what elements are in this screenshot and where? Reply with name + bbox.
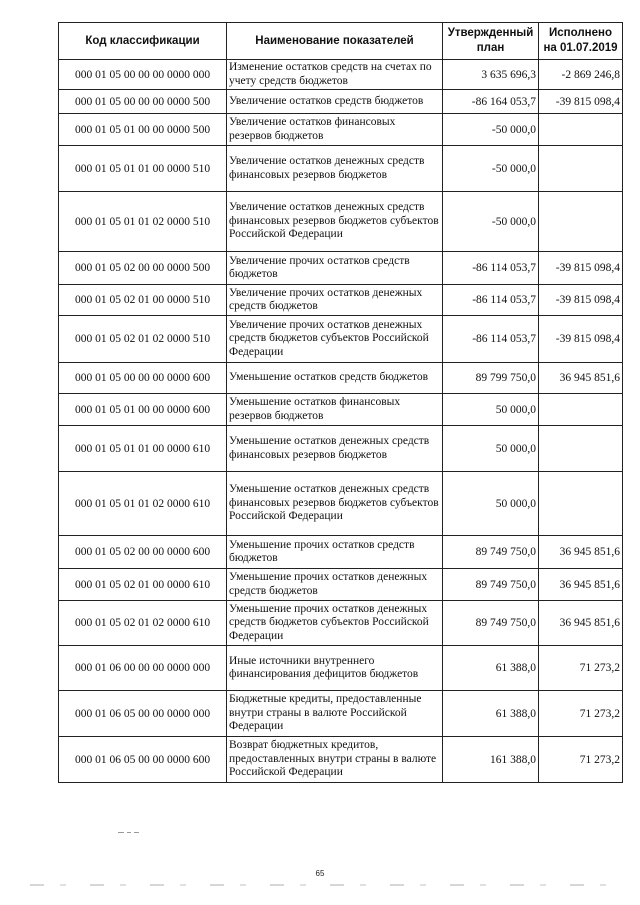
row-code-cell: 000 01 05 01 01 00 0000 510 <box>59 146 227 192</box>
row-code-cell: 000 01 06 00 00 00 0000 000 <box>59 646 227 691</box>
row-name-cell: Увеличение остатков денежных средств финансовых резервов бюджетов <box>227 146 443 192</box>
row-name-cell: Уменьшение прочих остатков денежных средств бюджетов субъектов Российской Федерации <box>227 601 443 646</box>
row-code-cell: 000 01 05 02 01 02 0000 510 <box>59 316 227 363</box>
row-executed-cell: 71 273,2 <box>539 646 623 691</box>
table-row <box>59 569 623 601</box>
header-plan <box>443 23 539 60</box>
header-executed <box>539 23 623 60</box>
table-row <box>59 536 623 569</box>
row-code-cell: 000 01 05 00 00 00 0000 600 <box>59 363 227 394</box>
row-plan-cell: 89 749 750,0 <box>443 569 539 601</box>
table-row <box>59 691 623 737</box>
row-plan-cell: 89 799 750,0 <box>443 363 539 394</box>
row-name-cell: Уменьшение остатков средств бюджетов <box>227 363 443 394</box>
row-plan-cell: -50 000,0 <box>443 192 539 252</box>
table-row <box>59 426 623 472</box>
row-executed-cell: 36 945 851,6 <box>539 601 623 646</box>
row-executed-cell: -39 815 098,4 <box>539 252 623 285</box>
scan-artifact <box>118 831 140 835</box>
table-header-row <box>59 23 623 60</box>
row-plan-cell: 50 000,0 <box>443 426 539 472</box>
row-name-cell: Уменьшение прочих остатков денежных средств бюджетов <box>227 569 443 601</box>
row-name-cell: Увеличение остатков средств бюджетов <box>227 90 443 114</box>
row-name-cell: Иные источники внутреннего финансирования дефицитов бюджетов <box>227 646 443 691</box>
row-executed-cell: 71 273,2 <box>539 737 623 783</box>
row-executed-cell: 36 945 851,6 <box>539 536 623 569</box>
table-row <box>59 646 623 691</box>
row-name-cell: Увеличение прочих остатков денежных средств бюджетов субъектов Российской Федерации <box>227 316 443 363</box>
row-name-cell: Уменьшение остатков денежных средств финансовых резервов бюджетов субъектов Российской Федерации <box>227 472 443 536</box>
budget-sources-table <box>58 22 623 783</box>
row-plan-cell: -86 114 053,7 <box>443 316 539 363</box>
row-name-cell: Увеличение прочих остатков денежных средств бюджетов <box>227 285 443 316</box>
table-row <box>59 737 623 783</box>
row-executed-cell <box>539 114 623 146</box>
table-row <box>59 316 623 363</box>
row-executed-cell <box>539 472 623 536</box>
row-name-cell: Увеличение прочих остатков средств бюджетов <box>227 252 443 285</box>
row-code-cell: 000 01 05 00 00 00 0000 500 <box>59 90 227 114</box>
scan-edge-artifact <box>30 884 620 886</box>
row-plan-cell: -50 000,0 <box>443 114 539 146</box>
row-code-cell: 000 01 05 02 00 00 0000 600 <box>59 536 227 569</box>
row-name-cell: Уменьшение остатков финансовых резервов бюджетов <box>227 394 443 426</box>
row-name-cell: Изменение остатков средств на счетах по учету средств бюджетов <box>227 60 443 90</box>
row-name-cell: Уменьшение прочих остатков средств бюджетов <box>227 536 443 569</box>
document-page <box>58 22 622 783</box>
table-row <box>59 90 623 114</box>
row-name-cell: Увеличение остатков финансовых резервов бюджетов <box>227 114 443 146</box>
row-plan-cell: 3 635 696,3 <box>443 60 539 90</box>
row-executed-cell: -2 869 246,8 <box>539 60 623 90</box>
row-plan-cell: 61 388,0 <box>443 691 539 737</box>
row-executed-cell <box>539 146 623 192</box>
row-name-cell: Увеличение остатков денежных средств финансовых резервов бюджетов субъектов Российской Федерации <box>227 192 443 252</box>
table-row <box>59 114 623 146</box>
header-plan-line2: план <box>476 42 505 54</box>
row-executed-cell: 36 945 851,6 <box>539 363 623 394</box>
table-row <box>59 192 623 252</box>
row-plan-cell: 50 000,0 <box>443 394 539 426</box>
row-executed-cell <box>539 426 623 472</box>
row-code-cell: 000 01 05 02 01 00 0000 510 <box>59 285 227 316</box>
table-row <box>59 285 623 316</box>
row-name-cell: Возврат бюджетных кредитов, предоставленных внутри страны в валюте Российской Федерации <box>227 737 443 783</box>
row-code-cell: 000 01 06 05 00 00 0000 600 <box>59 737 227 783</box>
row-code-cell: 000 01 05 01 01 02 0000 610 <box>59 472 227 536</box>
row-executed-cell: 71 273,2 <box>539 691 623 737</box>
row-plan-cell: 161 388,0 <box>443 737 539 783</box>
row-code-cell: 000 01 05 01 00 00 0000 600 <box>59 394 227 426</box>
table-row <box>59 394 623 426</box>
row-plan-cell: 89 749 750,0 <box>443 601 539 646</box>
table-row <box>59 472 623 536</box>
row-code-cell: 000 01 06 05 00 00 0000 000 <box>59 691 227 737</box>
row-code-cell: 000 01 05 01 01 02 0000 510 <box>59 192 227 252</box>
table-row <box>59 601 623 646</box>
header-name-label: Наименование показателей <box>255 34 414 47</box>
row-code-cell: 000 01 05 02 01 02 0000 610 <box>59 601 227 646</box>
row-code-cell: 000 01 05 00 00 00 0000 000 <box>59 60 227 90</box>
table-row <box>59 60 623 90</box>
row-name-cell: Бюджетные кредиты, предоставленные внутри страны в валюте Российской Федерации <box>227 691 443 737</box>
header-executed-line1: Исполнено <box>549 27 612 39</box>
row-plan-cell: -50 000,0 <box>443 146 539 192</box>
row-plan-cell: -86 114 053,7 <box>443 285 539 316</box>
header-plan-line1: Утвержденный <box>447 27 534 39</box>
row-code-cell: 000 01 05 02 01 00 0000 610 <box>59 569 227 601</box>
row-name-cell: Уменьшение остатков денежных средств финансовых резервов бюджетов <box>227 426 443 472</box>
row-executed-cell: -39 815 098,4 <box>539 285 623 316</box>
header-code <box>59 23 227 60</box>
row-executed-cell <box>539 192 623 252</box>
row-code-cell: 000 01 05 01 00 00 0000 500 <box>59 114 227 146</box>
row-plan-cell: -86 114 053,7 <box>443 252 539 285</box>
table-row <box>59 363 623 394</box>
header-executed-line2: на 01.07.2019 <box>543 42 618 54</box>
row-code-cell: 000 01 05 02 00 00 0000 500 <box>59 252 227 285</box>
row-executed-cell: -39 815 098,4 <box>539 90 623 114</box>
row-executed-cell: 36 945 851,6 <box>539 569 623 601</box>
header-code-label: Код классификации <box>85 34 200 47</box>
page-number: 65 <box>315 869 325 878</box>
header-name <box>227 23 443 60</box>
row-executed-cell <box>539 394 623 426</box>
row-plan-cell: 50 000,0 <box>443 472 539 536</box>
table-row <box>59 252 623 285</box>
row-executed-cell: -39 815 098,4 <box>539 316 623 363</box>
table-row <box>59 146 623 192</box>
row-code-cell: 000 01 05 01 01 00 0000 610 <box>59 426 227 472</box>
row-plan-cell: -86 164 053,7 <box>443 90 539 114</box>
table-body <box>59 60 623 783</box>
row-plan-cell: 61 388,0 <box>443 646 539 691</box>
row-plan-cell: 89 749 750,0 <box>443 536 539 569</box>
